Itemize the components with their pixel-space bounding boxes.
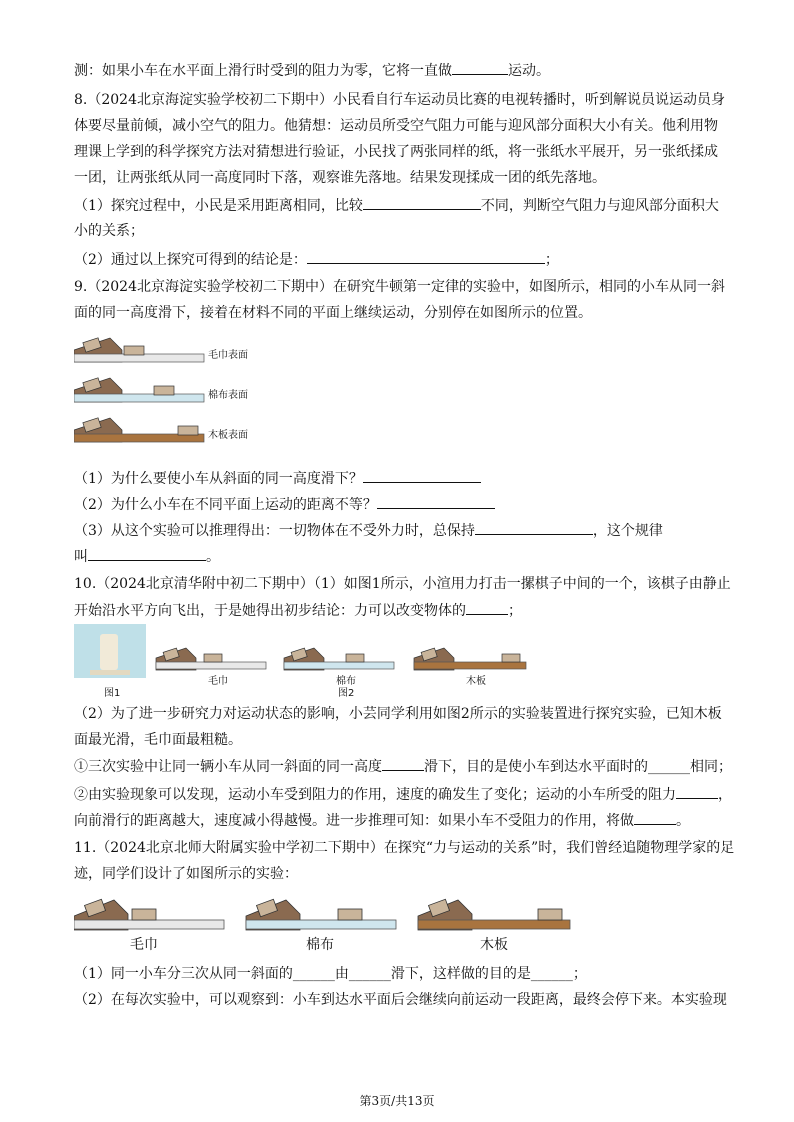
fig10-label-fig1: 图1 xyxy=(104,688,121,699)
text-segment: 面最光滑，毛巾面最粗糙。 xyxy=(74,732,242,748)
text-segment: 9.（2024北京海淀实验学校初二下期中）在研究牛顿第一定律的实验中，如图所示，相同的小车从同一斜 xyxy=(74,279,725,295)
text-line xyxy=(74,864,298,884)
text-line xyxy=(74,730,242,750)
text-line xyxy=(74,838,734,858)
text-segment: ， xyxy=(718,787,732,803)
fig10-label-cotton: 棉布 xyxy=(336,676,356,687)
text-line xyxy=(74,784,732,805)
text-segment: 滑下，目的是使小车到达水平面时的______相同； xyxy=(424,759,732,775)
text-segment: 。 xyxy=(206,549,220,565)
answer-blank[interactable] xyxy=(452,60,508,75)
fig9-label-towel: 毛巾表面 xyxy=(208,350,248,361)
text-line xyxy=(74,520,663,541)
text-segment: ①三次实验中让同一辆小车从同一斜面的同一高度 xyxy=(74,759,382,775)
fig9-label-wood: 木板表面 xyxy=(208,430,248,441)
text-segment: （1）同一小车分三次从同一斜面的______由______滑下，这样做的目的是______； xyxy=(74,966,587,982)
text-line xyxy=(74,704,722,724)
text-line xyxy=(74,494,495,515)
text-segment: 面的同一高度滑下，接着在材料不同的平面上继续运动，分别停在如图所示的位置。 xyxy=(74,305,592,321)
figure-11-diagram xyxy=(74,892,574,932)
text-segment: 10.（2024北京清华附中初二下期中）（1）如图1所示，小渲用力打击一摞棋子中间的一个，该棋子由静止 xyxy=(74,576,731,592)
answer-blank[interactable] xyxy=(676,784,718,799)
page-footer: 第3页/共13页 xyxy=(359,1094,435,1108)
text-line xyxy=(74,277,725,297)
answer-blank[interactable] xyxy=(634,810,676,825)
text-line xyxy=(74,990,727,1010)
text-segment: （2）通过以上探究可得到的结论是： xyxy=(74,252,307,268)
text-line xyxy=(74,964,587,984)
text-line xyxy=(74,90,725,110)
text-line xyxy=(74,600,522,621)
text-segment: （1）探究过程中，小民是采用距离相同，比较 xyxy=(74,198,363,214)
text-line xyxy=(74,221,144,241)
figure-9 xyxy=(74,334,274,444)
text-segment: （2）为什么小车在不同平面上运动的距离不等？ xyxy=(74,497,377,513)
text-line xyxy=(74,810,690,831)
fig10-label-towel: 毛巾 xyxy=(208,676,228,687)
text-segment: （1）为什么要使小车从斜面的同一高度滑下？ xyxy=(74,471,363,487)
text-segment: 向前滑行的距离越大，速度减小得越慢。进一步推理可知：如果小车不受阻力的作用，将做 xyxy=(74,813,634,829)
text-segment: 一团，让两张纸从同一高度同时下落，观察谁先落地。结果发现揉成一团的纸先落地。 xyxy=(74,170,606,186)
answer-blank[interactable] xyxy=(382,756,424,771)
text-segment: ，这个规律 xyxy=(592,523,663,539)
text-segment: ②由实验现象可以发现，运动小车受到阻力的作用，速度的确发生了变化；运动的小车所受的阻力 xyxy=(74,787,676,803)
answer-blank[interactable] xyxy=(475,520,593,535)
fig10-label-fig2: 图2 xyxy=(338,688,355,699)
text-line xyxy=(74,546,220,567)
figure-11 xyxy=(74,892,574,954)
text-segment: 。 xyxy=(676,813,690,829)
text-segment: ； xyxy=(508,603,522,619)
text-segment: 体要尽量前倾，减小空气的阻力。他猜想：运动员所受空气阻力可能与迎风部分面积大小有关。他利用物 xyxy=(74,118,718,134)
answer-blank[interactable] xyxy=(377,494,495,509)
text-segment: 测：如果小车在水平面上滑行时受到的阻力为零，它将一直做 xyxy=(74,63,452,79)
text-segment: 理课上学到的科学探究方法对猜想进行验证，小民找了两张同样的纸，将一张纸水平展开，另一张纸揉成 xyxy=(74,144,718,160)
figure-10 xyxy=(74,624,534,699)
text-segment: 小的关系； xyxy=(74,223,144,239)
fig10-label-wood: 木板 xyxy=(466,676,486,687)
fig9-label-cotton: 棉布表面 xyxy=(208,390,248,401)
text-line xyxy=(74,142,718,162)
answer-blank[interactable] xyxy=(363,468,481,483)
text-line xyxy=(74,195,719,216)
text-segment: 迹，同学们设计了如图所示的实验： xyxy=(74,866,298,882)
answer-blank[interactable] xyxy=(307,249,545,264)
answer-blank[interactable] xyxy=(363,195,481,210)
text-segment: 8.（2024北京海淀实验学校初二下期中）小民看自行车运动员比赛的电视转播时，听到解说员说运动员身 xyxy=(74,92,725,108)
text-line xyxy=(74,168,606,188)
text-segment: 运动。 xyxy=(508,63,550,79)
text-segment: 不同，判断空气阻力与迎风部分面积大 xyxy=(480,198,719,214)
text-segment: （2）在每次实验中，可以观察到：小车到达水平面后会继续向前运动一段距离，最终会停下来。本实验现 xyxy=(74,992,727,1008)
answer-blank[interactable] xyxy=(88,546,206,561)
text-segment: 11.（2024北京北师大附属实验中学初二下期中）在探究“力与运动的关系”时，我们曾经追随物理学家的足 xyxy=(74,840,735,856)
text-segment: ； xyxy=(544,252,559,268)
text-segment: 开始沿水平方向飞出，于是她得出初步结论：力可以改变物体的 xyxy=(74,603,466,619)
text-segment: （3）从这个实验可以推理得出：一切物体在不受外力时，总保持 xyxy=(74,523,475,539)
text-line xyxy=(74,249,559,270)
text-line xyxy=(74,303,592,323)
text-segment: 叫 xyxy=(74,549,88,565)
text-line xyxy=(74,116,718,136)
fig11-label-wood: 木板 xyxy=(480,937,508,953)
text-segment: （2）为了进一步研究力对运动状态的影响，小芸同学利用如图2所示的实验装置进行探究实验，已知木板 xyxy=(74,706,722,722)
fig11-label-cotton: 棉布 xyxy=(306,937,334,953)
fig11-label-towel: 毛巾 xyxy=(130,937,158,953)
text-line xyxy=(74,468,481,489)
answer-blank[interactable] xyxy=(466,600,508,615)
text-line xyxy=(74,574,731,594)
text-line xyxy=(74,756,732,777)
text-line xyxy=(74,60,550,81)
figure-10-diagram xyxy=(74,624,534,684)
